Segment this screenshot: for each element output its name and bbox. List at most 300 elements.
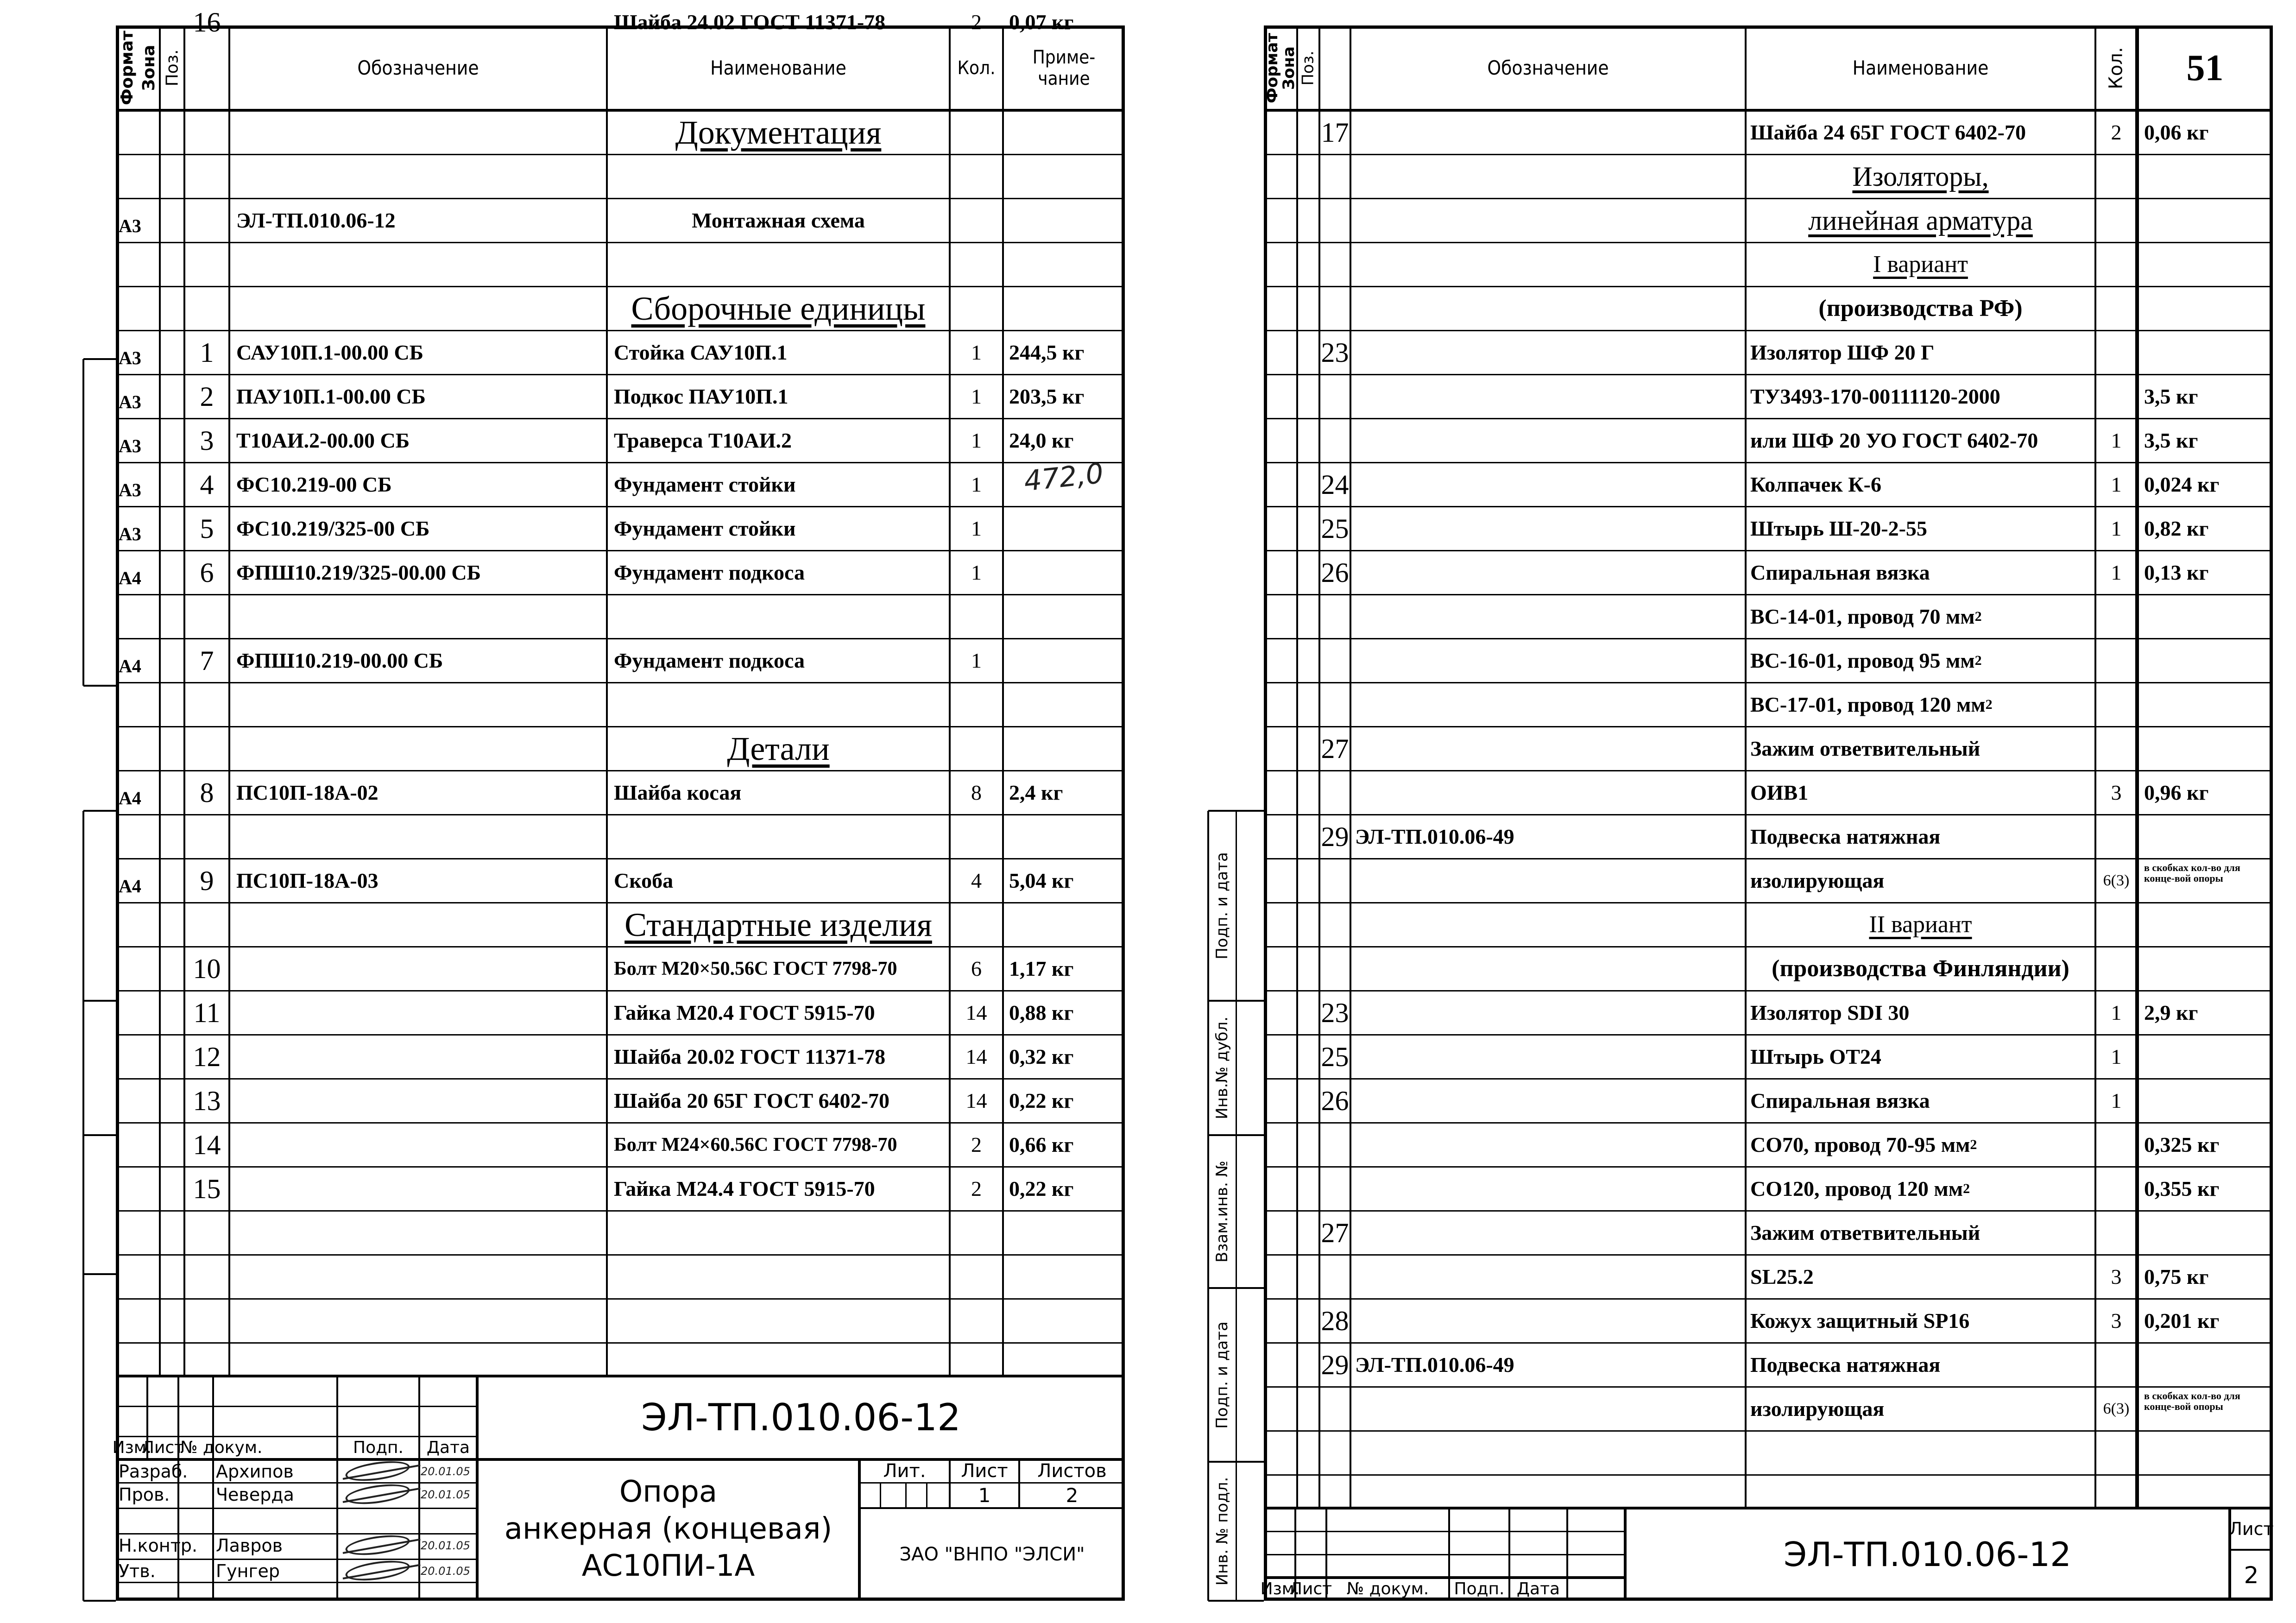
title-line-1-text: Опора [619, 1475, 718, 1509]
section-heading-text: Сборочные единицы [631, 290, 926, 327]
page-number-text: 51 [2186, 47, 2224, 88]
header-pos-text: Поз. [163, 49, 182, 87]
section-heading-text: Детали [727, 730, 830, 767]
pos-cell-text: 27 [1321, 733, 1349, 764]
pos-cell [184, 330, 229, 374]
pos-cell-text: 10 [193, 953, 221, 984]
superscript: 2 [1970, 1137, 1977, 1152]
tb-h-sign [337, 1436, 419, 1459]
tb-role-text: Утв. [119, 1561, 156, 1581]
rule-line [336, 1376, 338, 1601]
doc-code-text: ЭЛ-ТП.010.06-12 [641, 1396, 961, 1439]
pos-cell-text: 23 [1321, 337, 1349, 368]
tb-date-text: 20.01.05 [421, 1488, 470, 1501]
name-cell-text: ОИВ1 [1750, 780, 1809, 804]
format-cell-text: А3 [119, 435, 141, 456]
pos-cell-text: 27 [1321, 1217, 1349, 1248]
qty-cell [2095, 991, 2137, 1035]
format-cell [119, 204, 159, 248]
rule-line [1296, 25, 1298, 1508]
note-cell [2144, 506, 2269, 550]
pos-cell [1319, 1211, 1350, 1255]
name-cell-text: Спиральная вязка [1750, 560, 1930, 584]
pos-cell [1319, 462, 1350, 506]
name-cell [614, 550, 950, 594]
pos-cell [184, 1167, 229, 1211]
name-cell [1750, 991, 2095, 1035]
pos-cell [184, 638, 229, 682]
format-cell [119, 512, 159, 556]
name-cell [1750, 682, 2095, 726]
qty-cell [2095, 1299, 2137, 1343]
note-cell-text: 244,5 кг [1009, 340, 1085, 364]
side-label-text: Инв.№ дубл. [1213, 1017, 1232, 1119]
name-cell [614, 462, 950, 506]
qty-cell [2095, 770, 2137, 815]
header-format-text: Формат [117, 31, 137, 105]
company-name-text: ЗАО "ВНПО "ЭЛСИ" [899, 1544, 1085, 1565]
name-cell [1750, 1167, 2095, 1211]
pos-cell-text: 24 [1321, 469, 1349, 500]
pos-cell [184, 859, 229, 903]
name-cell [614, 991, 950, 1035]
designation-cell [236, 859, 607, 903]
tb-h-date-text: Дата [426, 1438, 470, 1457]
side-label-text: Взам.инв. № [1213, 1160, 1232, 1263]
header-designation-text: Обозначение [1487, 56, 1609, 79]
lit-label-text: Лит. [883, 1460, 926, 1482]
pos-cell-text: 15 [193, 1173, 221, 1204]
designation-cell-text: ЭЛ-ТП.010.06-49 [1355, 824, 1514, 848]
qty-cell [2095, 506, 2137, 550]
name-cell-text: Подвеска натяжная [1750, 824, 1941, 848]
format-cell [119, 864, 159, 908]
name-cell-text: Фундамент подкоса [614, 560, 805, 584]
sheet-value-text: 2 [2244, 1562, 2259, 1589]
format-cell-text: А3 [119, 391, 141, 412]
name-cell [614, 859, 950, 903]
header-qty [2095, 25, 2137, 110]
superscript: 2 [1974, 608, 1982, 624]
name-cell-text: Скоба [614, 868, 674, 892]
header-designation [1350, 25, 1746, 110]
qty-cell-text: 1 [2111, 1000, 2122, 1024]
header-name-text: Наименование [1852, 56, 1989, 79]
section-heading-text: Изоляторы, [1852, 161, 1989, 192]
header-qty-text: Кол. [957, 57, 996, 79]
name-cell-text: Траверса Т10АИ.2 [614, 428, 792, 452]
name-cell [1750, 550, 2095, 594]
rule-line [116, 1406, 477, 1407]
qty-cell-text: 1 [2111, 560, 2122, 584]
name-cell [1750, 418, 2095, 462]
name-cell [1750, 506, 2095, 550]
qty-cell [950, 462, 1003, 506]
pos-cell-text: 29 [1321, 1349, 1349, 1380]
tb-h-list [141, 1436, 184, 1459]
note-cell-text: 0,88 кг [1009, 1000, 1074, 1024]
pos-cell-text: 12 [193, 1041, 221, 1072]
pos-cell-text: 7 [200, 645, 214, 676]
note-cell [2144, 1299, 2269, 1343]
designation-cell-text: ЭЛ-ТП.010.06-49 [1355, 1352, 1514, 1377]
name-cell [614, 506, 950, 550]
note-cell [1009, 859, 1125, 903]
designation-cell [236, 770, 607, 815]
rule-line [116, 1508, 477, 1509]
qty-cell-text: 1 [971, 648, 982, 672]
rule-line [83, 1134, 116, 1136]
qty-cell-text: 1 [2111, 428, 2122, 452]
pos-cell [184, 418, 229, 462]
format-cell [119, 380, 159, 424]
header-designation [229, 25, 607, 110]
qty-cell-text: 1 [2111, 472, 2122, 496]
name-cell-text: изолирующая [1750, 868, 1885, 892]
qty-cell [2095, 1079, 2137, 1123]
name-cell [614, 418, 950, 462]
qty-cell-text: 1 [2111, 1088, 2122, 1112]
note-cell [1009, 0, 1125, 44]
side-label [1208, 811, 1236, 1001]
qty-cell-text: 2 [971, 1176, 982, 1200]
note-cell-text: 0,13 кг [2144, 560, 2209, 584]
pos-cell [1319, 506, 1350, 550]
superscript: 2 [1974, 652, 1982, 668]
qty-cell-text: 3 [2111, 1308, 2122, 1333]
qty-cell-text: 3 [2111, 780, 2122, 804]
variant-origin [1746, 947, 2095, 991]
header-format [1264, 25, 1280, 110]
pos-cell [1319, 1079, 1350, 1123]
name-cell-text: Стойка САУ10П.1 [614, 340, 788, 364]
designation-cell-text: САУ10П.1-00.00 СБ [236, 340, 424, 364]
designation-cell-text: ФПШ10.219/325-00.00 СБ [236, 560, 481, 584]
qty-cell [2095, 110, 2137, 154]
qty-cell [2095, 418, 2137, 462]
tb-h-doc-text: № докум. [1346, 1579, 1429, 1598]
qty-cell [2095, 1255, 2137, 1299]
name-cell [1750, 1387, 2095, 1431]
pos-cell-text: 9 [200, 865, 214, 896]
note-cell-text: 0,22 кг [1009, 1176, 1074, 1200]
name-cell-text: Монтажная схема [692, 208, 865, 232]
tb-h-sign-text: Подп. [1454, 1579, 1505, 1598]
note-cell [1009, 991, 1125, 1035]
page-number [2137, 25, 2273, 110]
name-cell [1750, 1299, 2095, 1343]
variant-heading-text: II вариант [1869, 911, 1972, 938]
pos-cell-text: 17 [1321, 117, 1349, 148]
name-cell-text: Гайка М20.4 ГОСТ 5915-70 [614, 1000, 875, 1024]
note-cell [1009, 1035, 1125, 1079]
name-cell-text: Шайба 24.02 ГОСТ 11371-78 [614, 10, 886, 34]
name-cell-text: Зажим ответвительный [1750, 736, 1981, 760]
note-cell-text: 2,9 кг [2144, 1000, 2198, 1024]
name-cell [1750, 726, 2095, 770]
qty-cell-text: 2 [971, 10, 982, 34]
pos-cell-text: 14 [193, 1129, 221, 1160]
format-cell [119, 424, 159, 468]
designation-cell-text: ПАУ10П.1-00.00 СБ [236, 384, 426, 408]
note-cell-text: 0,96 кг [2144, 780, 2209, 804]
qty-cell-text: 1 [971, 340, 982, 364]
rule-line [83, 1000, 116, 1002]
tb-date-text: 20.01.05 [421, 1565, 470, 1578]
name-cell [1750, 1079, 2095, 1123]
sheets-label-text: Листов [1037, 1460, 1107, 1482]
tb-role-text: Пров. [119, 1484, 170, 1505]
qty-cell-text: 14 [965, 1000, 987, 1024]
tb-h-sign [1449, 1578, 1509, 1601]
name-cell-text: Фундамент подкоса [614, 648, 805, 672]
qty-cell-text: 6(3) [2103, 1400, 2130, 1417]
qty-cell [950, 947, 1003, 991]
name-cell [1750, 330, 2095, 374]
tb-role [119, 1483, 179, 1507]
note-cell-text: 0,82 кг [2144, 516, 2209, 540]
name-cell [1750, 462, 2095, 506]
note-cell-text: 2,4 кг [1009, 780, 1063, 804]
note-cell [2144, 1123, 2269, 1167]
pos-cell [1319, 1343, 1350, 1387]
name-cell-text: Зажим ответвительный [1750, 1220, 1981, 1244]
name-cell-text: Изолятор ШФ 20 Г [1750, 340, 1935, 364]
side-label [1208, 1001, 1236, 1135]
note-cell-text: 0,22 кг [1009, 1088, 1074, 1112]
rule-line [83, 810, 116, 812]
note-cell [1009, 770, 1125, 815]
pos-cell [1319, 110, 1350, 154]
pos-cell [1319, 1035, 1350, 1079]
note-cell [2144, 1387, 2269, 1431]
format-cell-text: А4 [119, 655, 141, 676]
name-cell [614, 770, 950, 815]
pos-cell [1319, 815, 1350, 859]
sheet-value-text: 1 [978, 1484, 991, 1507]
sheets-value-text: 2 [1066, 1484, 1079, 1507]
designation-cell [236, 418, 607, 462]
header-qty-text: Кол. [2106, 46, 2127, 89]
specification-sheet-2 [1148, 0, 2296, 1623]
designation-cell [1355, 1343, 1746, 1387]
qty-cell-text: 1 [971, 384, 982, 408]
tb-h-date [419, 1436, 477, 1459]
qty-cell [2095, 1387, 2137, 1431]
designation-cell-text: Т10АИ.2-00.00 СБ [236, 428, 410, 452]
format-cell [119, 644, 159, 688]
tb-h-list-text: Лист [1289, 1579, 1332, 1598]
rule-line [82, 811, 84, 1601]
tb-person [216, 1459, 336, 1484]
format-cell-text: А3 [119, 347, 141, 368]
format-cell [119, 468, 159, 512]
note-cell [2144, 374, 2269, 418]
rule-line [116, 1342, 1125, 1344]
note-cell [2144, 550, 2269, 594]
tb-date [421, 1534, 476, 1558]
qty-cell-text: 14 [965, 1088, 987, 1112]
qty-cell [950, 638, 1003, 682]
section-heading [607, 286, 950, 330]
note-cell-text: 3,5 кг [2144, 384, 2198, 408]
name-cell [614, 1123, 950, 1167]
tb-h-doc-text: № докум. [180, 1438, 263, 1457]
format-cell-text: А4 [119, 875, 141, 897]
side-label [1208, 1462, 1236, 1601]
side-label [1208, 1288, 1236, 1462]
pos-cell-text: 29 [1321, 821, 1349, 852]
header-pos-text: Поз. [1299, 50, 1318, 86]
note-cell [2144, 770, 2269, 815]
tb-role [119, 1559, 179, 1583]
note-cell-text: 0,355 кг [2144, 1176, 2220, 1200]
qty-cell [950, 1035, 1003, 1079]
rule-line [83, 1600, 116, 1602]
qty-cell-text: 2 [2111, 120, 2122, 144]
note-cell [2144, 859, 2269, 903]
designation-cell [236, 198, 607, 242]
tb-person-text: Чеверда [216, 1484, 294, 1505]
rule-line [83, 1273, 116, 1275]
designation-cell-text: ПС10П-18А-02 [236, 780, 378, 804]
pos-cell-text: 4 [200, 469, 214, 500]
tb-role [119, 1534, 198, 1558]
side-label-text: Инв. № подл. [1213, 1477, 1232, 1586]
tb-date-text: 20.01.05 [421, 1465, 470, 1478]
name-cell [607, 198, 950, 242]
pos-cell [184, 550, 229, 594]
pos-cell-text: 23 [1321, 997, 1349, 1028]
name-cell [614, 1035, 950, 1079]
name-cell-text: Штырь Ш-20-2-55 [1750, 516, 1927, 540]
pos-cell [184, 1035, 229, 1079]
qty-cell-text: 3 [2111, 1264, 2122, 1288]
qty-cell [950, 1167, 1003, 1211]
tb-person [216, 1483, 336, 1507]
pos-cell-text: 26 [1321, 1085, 1349, 1116]
note-cell-text: в скобках кол-во для конце-вой опоры [2144, 862, 2240, 884]
qty-cell-text: 2 [971, 1132, 982, 1156]
tb-person [216, 1534, 336, 1558]
header-note-text: Приме-чание [1032, 46, 1096, 89]
note-cell-text: 0,201 кг [2144, 1308, 2220, 1333]
format-cell [119, 336, 159, 380]
qty-cell-text: 1 [971, 516, 982, 540]
name-cell [1750, 859, 2095, 903]
name-cell [1750, 1211, 2095, 1255]
pos-cell-text: 5 [200, 513, 214, 544]
header-format [116, 25, 138, 110]
designation-cell-text: ФПШ10.219-00.00 СБ [236, 648, 443, 672]
note-cell-text: 1,17 кг [1009, 956, 1074, 980]
doc-code [1625, 1508, 2230, 1601]
name-cell-text: Подкос ПАУ10П.1 [614, 384, 788, 408]
pos-cell [184, 1123, 229, 1167]
note-cell-text: 203,5 кг [1009, 384, 1085, 408]
name-cell-text: Фундамент стойки [614, 472, 796, 496]
name-cell-text: Шайба 20.02 ГОСТ 11371-78 [614, 1044, 886, 1068]
pos-cell-text: 8 [200, 777, 214, 808]
sheet-label [2230, 1508, 2273, 1550]
tb-role [119, 1459, 188, 1484]
name-cell-text: Шайба 24 65Г ГОСТ 6402-70 [1750, 120, 2026, 144]
qty-cell-text: 1 [971, 472, 982, 496]
rule-line [212, 1376, 214, 1601]
tb-person-text: Гунгер [216, 1561, 280, 1581]
side-label-text: Подп. и дата [1213, 1321, 1232, 1429]
header-zone-text: Зона [1280, 46, 1299, 90]
note-cell [1009, 1123, 1125, 1167]
pos-cell [184, 770, 229, 815]
note-cell-text: 5,04 кг [1009, 868, 1074, 892]
note-cell-text: 0,07 кг [1009, 10, 1074, 34]
name-cell [1750, 770, 2095, 815]
designation-cell [236, 374, 607, 418]
rule-line [82, 359, 84, 686]
name-cell-text: СО70, провод 70-95 мм [1750, 1132, 1970, 1156]
name-cell [614, 1079, 950, 1123]
pos-cell [1319, 330, 1350, 374]
rule-line [905, 1483, 907, 1508]
pos-cell [184, 462, 229, 506]
format-cell-text: А4 [119, 787, 141, 808]
rule-line [83, 358, 116, 360]
note-cell [1009, 374, 1125, 418]
section-heading-text: Документация [675, 114, 882, 151]
name-cell-text: Шайба 20 65Г ГОСТ 6402-70 [614, 1088, 889, 1112]
side-label-text: Подп. и дата [1213, 852, 1232, 960]
name-cell [614, 374, 950, 418]
pos-cell-text: 6 [200, 557, 214, 588]
variant-origin-text: (производства Финляндии) [1772, 955, 2069, 982]
designation-cell [236, 550, 607, 594]
format-cell-text: А4 [119, 567, 141, 588]
designation-cell [236, 462, 607, 506]
qty-cell-text: 1 [2111, 516, 2122, 540]
header-pos [1297, 25, 1319, 110]
format-cell-text: А3 [119, 479, 141, 500]
qty-cell [2095, 550, 2137, 594]
note-cell-text: 3,5 кг [2144, 428, 2198, 452]
pos-cell [184, 1079, 229, 1123]
pos-cell [184, 991, 229, 1035]
handwritten-note-text: 472,0 [1022, 457, 1105, 498]
pos-cell-text: 11 [193, 997, 221, 1028]
note-cell-text: 0,66 кг [1009, 1132, 1074, 1156]
name-cell-text: или ШФ 20 УО ГОСТ 6402-70 [1750, 428, 2038, 452]
rule-line [1264, 1531, 1625, 1532]
qty-cell [950, 506, 1003, 550]
note-cell-text: 0,75 кг [2144, 1264, 2209, 1288]
rule-line [880, 1483, 881, 1508]
format-cell [119, 776, 159, 820]
name-cell-text: Колпачек К-6 [1750, 472, 1881, 496]
note-cell [2144, 991, 2269, 1035]
note-cell-text: 0,06 кг [2144, 120, 2209, 144]
name-cell [1750, 1343, 2095, 1387]
tb-h-sign-text: Подп. [353, 1438, 404, 1457]
name-cell-text: Болт М20×50.56С ГОСТ 7798-70 [614, 958, 897, 979]
name-cell-text: Штырь ОТ24 [1750, 1044, 1881, 1068]
name-cell [1750, 374, 2095, 418]
format-cell [119, 556, 159, 600]
pos-cell-text: 3 [200, 425, 214, 456]
pos-cell-text: 28 [1321, 1305, 1349, 1336]
tb-h-date-text: Дата [1516, 1579, 1560, 1598]
section-heading [607, 726, 950, 770]
qty-cell-text: 1 [2111, 1044, 2122, 1068]
